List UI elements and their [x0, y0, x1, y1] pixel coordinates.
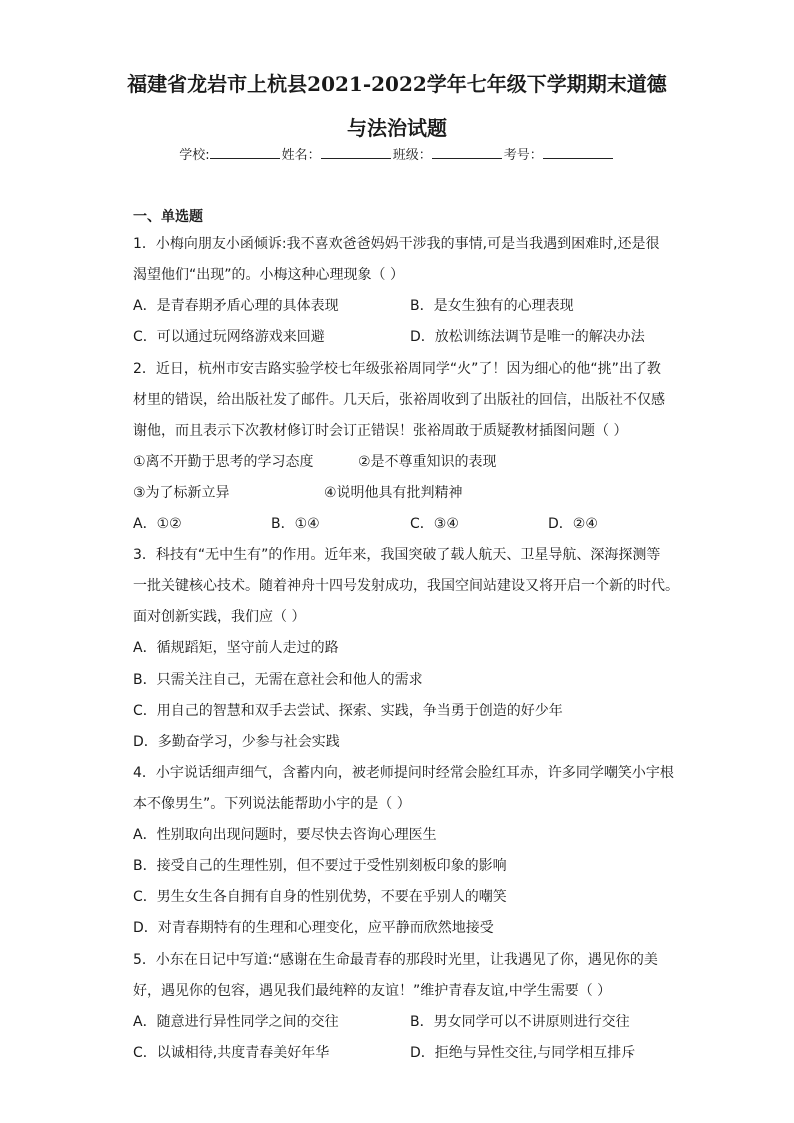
q5-option-c[interactable]: C．以诚相待,共度青春美好年华: [133, 1045, 330, 1061]
q4-option-a[interactable]: A．性别取向出现问题时，要尽快去咨询心理医生: [133, 827, 437, 843]
school-label: 学校:: [179, 148, 210, 163]
q3-option-d[interactable]: D．多勤奋学习，少参与社会实践: [133, 734, 340, 750]
q4-stem-line-2: 本不像男生”。下列说法能帮助小宇的是（ ）: [133, 796, 411, 812]
school-blank[interactable]: [210, 146, 280, 159]
q3-stem-line-2: 一批关键核心技术。随着神舟十四号发射成功，我国空间站建设又将开启一个新的时代。: [133, 578, 679, 594]
q1-option-c[interactable]: C．可以通过玩网络游戏来回避: [133, 329, 325, 345]
class-label: 班级：: [392, 148, 432, 163]
q1-stem-line-1: 1．小梅向朋友小函倾诉:我不喜欢爸爸妈妈干涉我的事情,可是当我遇到困难时,还是很: [133, 236, 660, 252]
q2-option-c[interactable]: C．③④: [410, 516, 459, 532]
q2-option-d[interactable]: D．②④: [548, 516, 598, 532]
student-info-row: [100, 144, 694, 163]
q2-option-b[interactable]: B．①④: [271, 516, 320, 532]
q1-option-a[interactable]: A．是青春期矛盾心理的具体表现: [133, 298, 339, 314]
exam-title-line-2: 与法治试题: [347, 116, 447, 140]
q2-statement-4: ④说明他具有批判精神: [324, 485, 463, 501]
exam-title-line-1: 福建省龙岩市上杭县2021-2022学年七年级下学期期末道德: [127, 72, 667, 96]
q4-stem-line-1: 4．小宇说话细声细气，含蓄内向，被老师提问时经常会脸红耳赤，许多同学嘲笑小宇根: [133, 765, 674, 781]
q2-statement-1: ①离不开勤于思考的学习态度: [133, 454, 314, 470]
q1-option-d[interactable]: D．放松训练法调节是唯一的解决办法: [410, 329, 645, 345]
q4-option-c[interactable]: C．男生女生各自拥有自身的性别优势，不要在乎别人的嘲笑: [133, 889, 507, 905]
q5-stem-line-2: 好，遇见你的包容，遇见我们最纯粹的友谊！”维护青春友谊,中学生需要（ ）: [133, 983, 612, 999]
q3-option-c[interactable]: C．用自己的智慧和双手去尝试、探索、实践，争当勇于创造的好少年: [133, 703, 563, 719]
q2-statement-3: ③为了标新立异: [133, 485, 230, 501]
section-heading: 一、单选题: [133, 209, 203, 225]
q5-option-d[interactable]: D．拒绝与异性交往,与同学相互排斥: [410, 1045, 636, 1061]
class-blank[interactable]: [432, 146, 502, 159]
q3-stem-line-1: 3．科技有“无中生有”的作用。近年来，我国突破了载人航天、卫星导航、深海探测等: [133, 547, 661, 563]
q5-stem-line-1: 5．小东在日记中写道:“感谢在生命最青春的那段时光里，让我遇见了你，遇见你的美: [133, 952, 658, 968]
q1-stem-line-2: 渴望他们“出现”的。小梅这种心理现象（ ）: [133, 267, 404, 283]
q3-stem-line-3: 面对创新实践，我们应（ ）: [133, 609, 306, 625]
number-label: 考号：: [503, 148, 543, 163]
q5-option-b[interactable]: B．男女同学可以不讲原则进行交往: [410, 1014, 630, 1030]
q3-option-b[interactable]: B．只需关注自己，无需在意社会和他人的需求: [133, 672, 423, 688]
q2-stem-line-3: 谢他，而且表示下次教材修订时会订正错误！张裕周敢于质疑教材插图问题（ ）: [133, 423, 628, 439]
q5-option-a[interactable]: A．随意进行异性同学之间的交往: [133, 1014, 339, 1030]
q2-option-a[interactable]: A．①②: [133, 516, 182, 532]
q2-statement-2: ②是不尊重知识的表现: [358, 454, 497, 470]
q2-stem-line-2: 材里的错误，给出版社发了邮件。几天后，张裕周收到了出版社的回信，出版社不仅感: [133, 392, 665, 408]
q1-option-b[interactable]: B．是女生独有的心理表现: [410, 298, 574, 314]
q3-option-a[interactable]: A．循规蹈矩，坚守前人走过的路: [133, 640, 339, 656]
q2-stem-line-1: 2．近日，杭州市安吉路实验学校七年级张裕周同学“火”了！因为细心的他“挑”出了教: [133, 361, 661, 377]
name-label: 姓名：: [281, 148, 321, 163]
name-blank[interactable]: [321, 146, 391, 159]
number-blank[interactable]: [543, 146, 613, 159]
q4-option-d[interactable]: D．对青春期特有的生理和心理变化，应平静而欣然地接受: [133, 920, 494, 936]
q4-option-b[interactable]: B．接受自己的生理性别，但不要过于受性别刻板印象的影响: [133, 858, 507, 874]
